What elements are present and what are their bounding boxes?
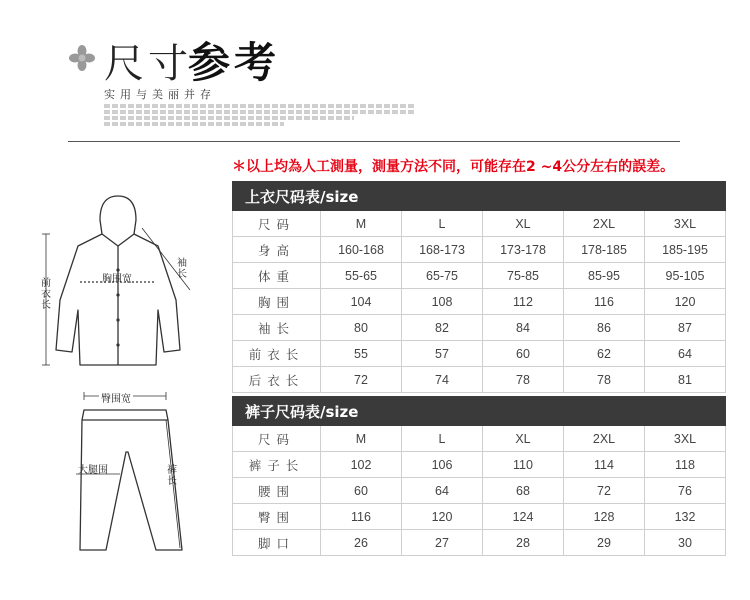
table-cell: 2XL — [564, 426, 645, 452]
table-cell: 95-105 — [645, 263, 726, 289]
table-row — [233, 530, 726, 556]
table-cell: 114 — [564, 452, 645, 478]
table-cell: 74 — [402, 367, 483, 393]
table-cell: 3XL — [645, 211, 726, 237]
page-header — [68, 22, 688, 140]
top-size-table — [232, 181, 726, 393]
sleeve-length-label: 袖长 — [177, 258, 187, 280]
subtitle: 实用与美丽并存 — [104, 88, 216, 101]
table-row — [233, 237, 726, 263]
table-cell: 80 — [321, 315, 402, 341]
table-cell: 64 — [402, 478, 483, 504]
table-cell: 87 — [645, 315, 726, 341]
table-cell: XL — [483, 211, 564, 237]
table-cell: 27 — [402, 530, 483, 556]
table-cell: 120 — [645, 289, 726, 315]
table-cell: 116 — [564, 289, 645, 315]
decorative-fine-print — [104, 104, 414, 108]
table-row — [233, 426, 726, 452]
table-cell: 68 — [483, 478, 564, 504]
row-label: 脚口 — [233, 530, 321, 556]
jacket-diagram — [30, 190, 210, 380]
table-row — [233, 478, 726, 504]
measurement-note: ＊以上均為人工測量，測量方法不同，可能存在2 ~4公分左右的誤差。 — [232, 159, 675, 175]
table-cell: 28 — [483, 530, 564, 556]
table-cell: 65-75 — [402, 263, 483, 289]
table-cell: 104 — [321, 289, 402, 315]
table-title-row — [233, 397, 726, 426]
table-cell: 29 — [564, 530, 645, 556]
hip-width-label: 臀围宽 — [99, 390, 133, 405]
table-cell: 118 — [645, 452, 726, 478]
table-title: 裤子尺码表/size — [233, 397, 726, 426]
table-row — [233, 315, 726, 341]
table-row — [233, 504, 726, 530]
table-cell: 85-95 — [564, 263, 645, 289]
row-label: 尺码 — [233, 211, 321, 237]
thigh-label: 大腿围 — [78, 465, 108, 476]
row-label: 体重 — [233, 263, 321, 289]
table-cell: 132 — [645, 504, 726, 530]
table-cell: 178-185 — [564, 237, 645, 263]
pants-length-label: 裤长 — [167, 465, 177, 487]
row-label: 腰围 — [233, 478, 321, 504]
table-cell: 55-65 — [321, 263, 402, 289]
table-cell: 60 — [483, 341, 564, 367]
row-label: 前衣长 — [233, 341, 321, 367]
table-cell: 2XL — [564, 211, 645, 237]
table-cell: 102 — [321, 452, 402, 478]
table-cell: 160-168 — [321, 237, 402, 263]
table-row — [233, 263, 726, 289]
table-cell: 168-173 — [402, 237, 483, 263]
table-cell: 106 — [402, 452, 483, 478]
table-row — [233, 289, 726, 315]
table-row — [233, 211, 726, 237]
row-label: 袖长 — [233, 315, 321, 341]
table-cell: 124 — [483, 504, 564, 530]
table-cell: 78 — [483, 367, 564, 393]
table-row — [233, 452, 726, 478]
table-cell: 86 — [564, 315, 645, 341]
decorative-fine-print — [104, 110, 414, 114]
row-label: 身高 — [233, 237, 321, 263]
title-light: 尺寸 — [104, 41, 192, 87]
front-length-label: 前衣长 — [41, 278, 51, 311]
table-title: 上衣尺码表/size — [233, 182, 726, 211]
chest-width-label: 胸围宽 — [102, 274, 132, 285]
table-cell: L — [402, 426, 483, 452]
table-cell: L — [402, 211, 483, 237]
table-cell: M — [321, 426, 402, 452]
table-cell: 60 — [321, 478, 402, 504]
table-cell: 110 — [483, 452, 564, 478]
table-row — [233, 341, 726, 367]
table-cell: 78 — [564, 367, 645, 393]
table-cell: 26 — [321, 530, 402, 556]
row-label: 裤子长 — [233, 452, 321, 478]
table-cell: 76 — [645, 478, 726, 504]
table-title-row — [233, 182, 726, 211]
table-cell: 64 — [645, 341, 726, 367]
table-row — [233, 367, 726, 393]
table-cell: 116 — [321, 504, 402, 530]
row-label: 臀围 — [233, 504, 321, 530]
table-cell: 3XL — [645, 426, 726, 452]
header-divider — [68, 141, 680, 142]
row-label: 胸围 — [233, 289, 321, 315]
table-cell: 108 — [402, 289, 483, 315]
table-cell: 72 — [321, 367, 402, 393]
table-cell: 75-85 — [483, 263, 564, 289]
decorative-fine-print — [104, 122, 284, 126]
table-cell: 81 — [645, 367, 726, 393]
table-cell: 57 — [402, 341, 483, 367]
title-bold: 参考 — [188, 38, 281, 87]
table-cell: XL — [483, 426, 564, 452]
decorative-fine-print — [104, 116, 354, 120]
table-cell: 120 — [402, 504, 483, 530]
row-label: 后衣长 — [233, 367, 321, 393]
table-cell: 185-195 — [645, 237, 726, 263]
table-cell: 30 — [645, 530, 726, 556]
table-cell: 112 — [483, 289, 564, 315]
table-cell: 55 — [321, 341, 402, 367]
table-cell: 62 — [564, 341, 645, 367]
table-cell: M — [321, 211, 402, 237]
table-cell: 84 — [483, 315, 564, 341]
pants-size-table — [232, 396, 726, 556]
table-cell: 128 — [564, 504, 645, 530]
table-cell: 82 — [402, 315, 483, 341]
table-cell: 173-178 — [483, 237, 564, 263]
row-label: 尺码 — [233, 426, 321, 452]
table-cell: 72 — [564, 478, 645, 504]
flower-icon — [68, 44, 96, 72]
